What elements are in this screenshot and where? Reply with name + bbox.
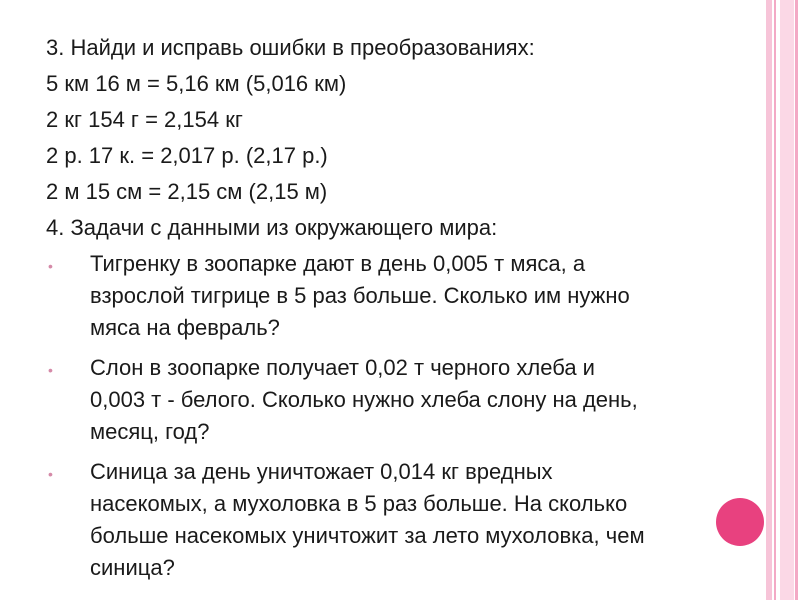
task-line: Тигренку в зоопарке дают в день 0,005 т мяса, а bbox=[90, 251, 586, 276]
task-line: взрослой тигрице в 5 раз больше. Сколько им нужно bbox=[90, 283, 630, 308]
task-item bbox=[46, 352, 746, 448]
task-line: 0,003 т - белого. Сколько нужно хлеба слону на день, bbox=[90, 387, 638, 412]
heading-task-4: 4. Задачи с данными из окружающего мира: bbox=[46, 215, 498, 240]
border-stripe bbox=[766, 0, 772, 600]
border-stripe bbox=[795, 0, 798, 600]
conversion-line: 2 кг 154 г = 2,154 кг bbox=[46, 107, 243, 132]
task-line: больше насекомых уничтожит за лето мухоловка, чем bbox=[90, 523, 645, 548]
task-item bbox=[46, 248, 746, 344]
task-line: мяса на февраль? bbox=[90, 315, 280, 340]
task-line: Слон в зоопарке получает 0,02 т черного хлеба и bbox=[90, 355, 595, 380]
conversion-line: 5 км 16 м = 5,16 км (5,016 км) bbox=[46, 71, 347, 96]
border-stripe bbox=[774, 0, 776, 600]
bullet-icon: • bbox=[48, 362, 53, 378]
bullet-icon: • bbox=[48, 466, 53, 482]
task-line: синица? bbox=[90, 555, 175, 580]
conversion-line: 2 р. 17 к. = 2,017 р. (2,17 р.) bbox=[46, 143, 328, 168]
border-stripe bbox=[780, 0, 794, 600]
task-line: месяц, год? bbox=[90, 419, 210, 444]
task-item bbox=[46, 456, 746, 584]
conversion-line: 2 м 15 см = 2,15 см (2,15 м) bbox=[46, 179, 328, 204]
bullet-icon: • bbox=[48, 258, 53, 274]
task-line: насекомых, а мухоловка в 5 раз больше. На сколько bbox=[90, 491, 628, 516]
slide-content bbox=[46, 30, 746, 584]
task-line: Синица за день уничтожает 0,014 кг вредных bbox=[90, 459, 553, 484]
heading-task-3: 3. Найди и исправь ошибки в преобразованиях: bbox=[46, 35, 535, 60]
